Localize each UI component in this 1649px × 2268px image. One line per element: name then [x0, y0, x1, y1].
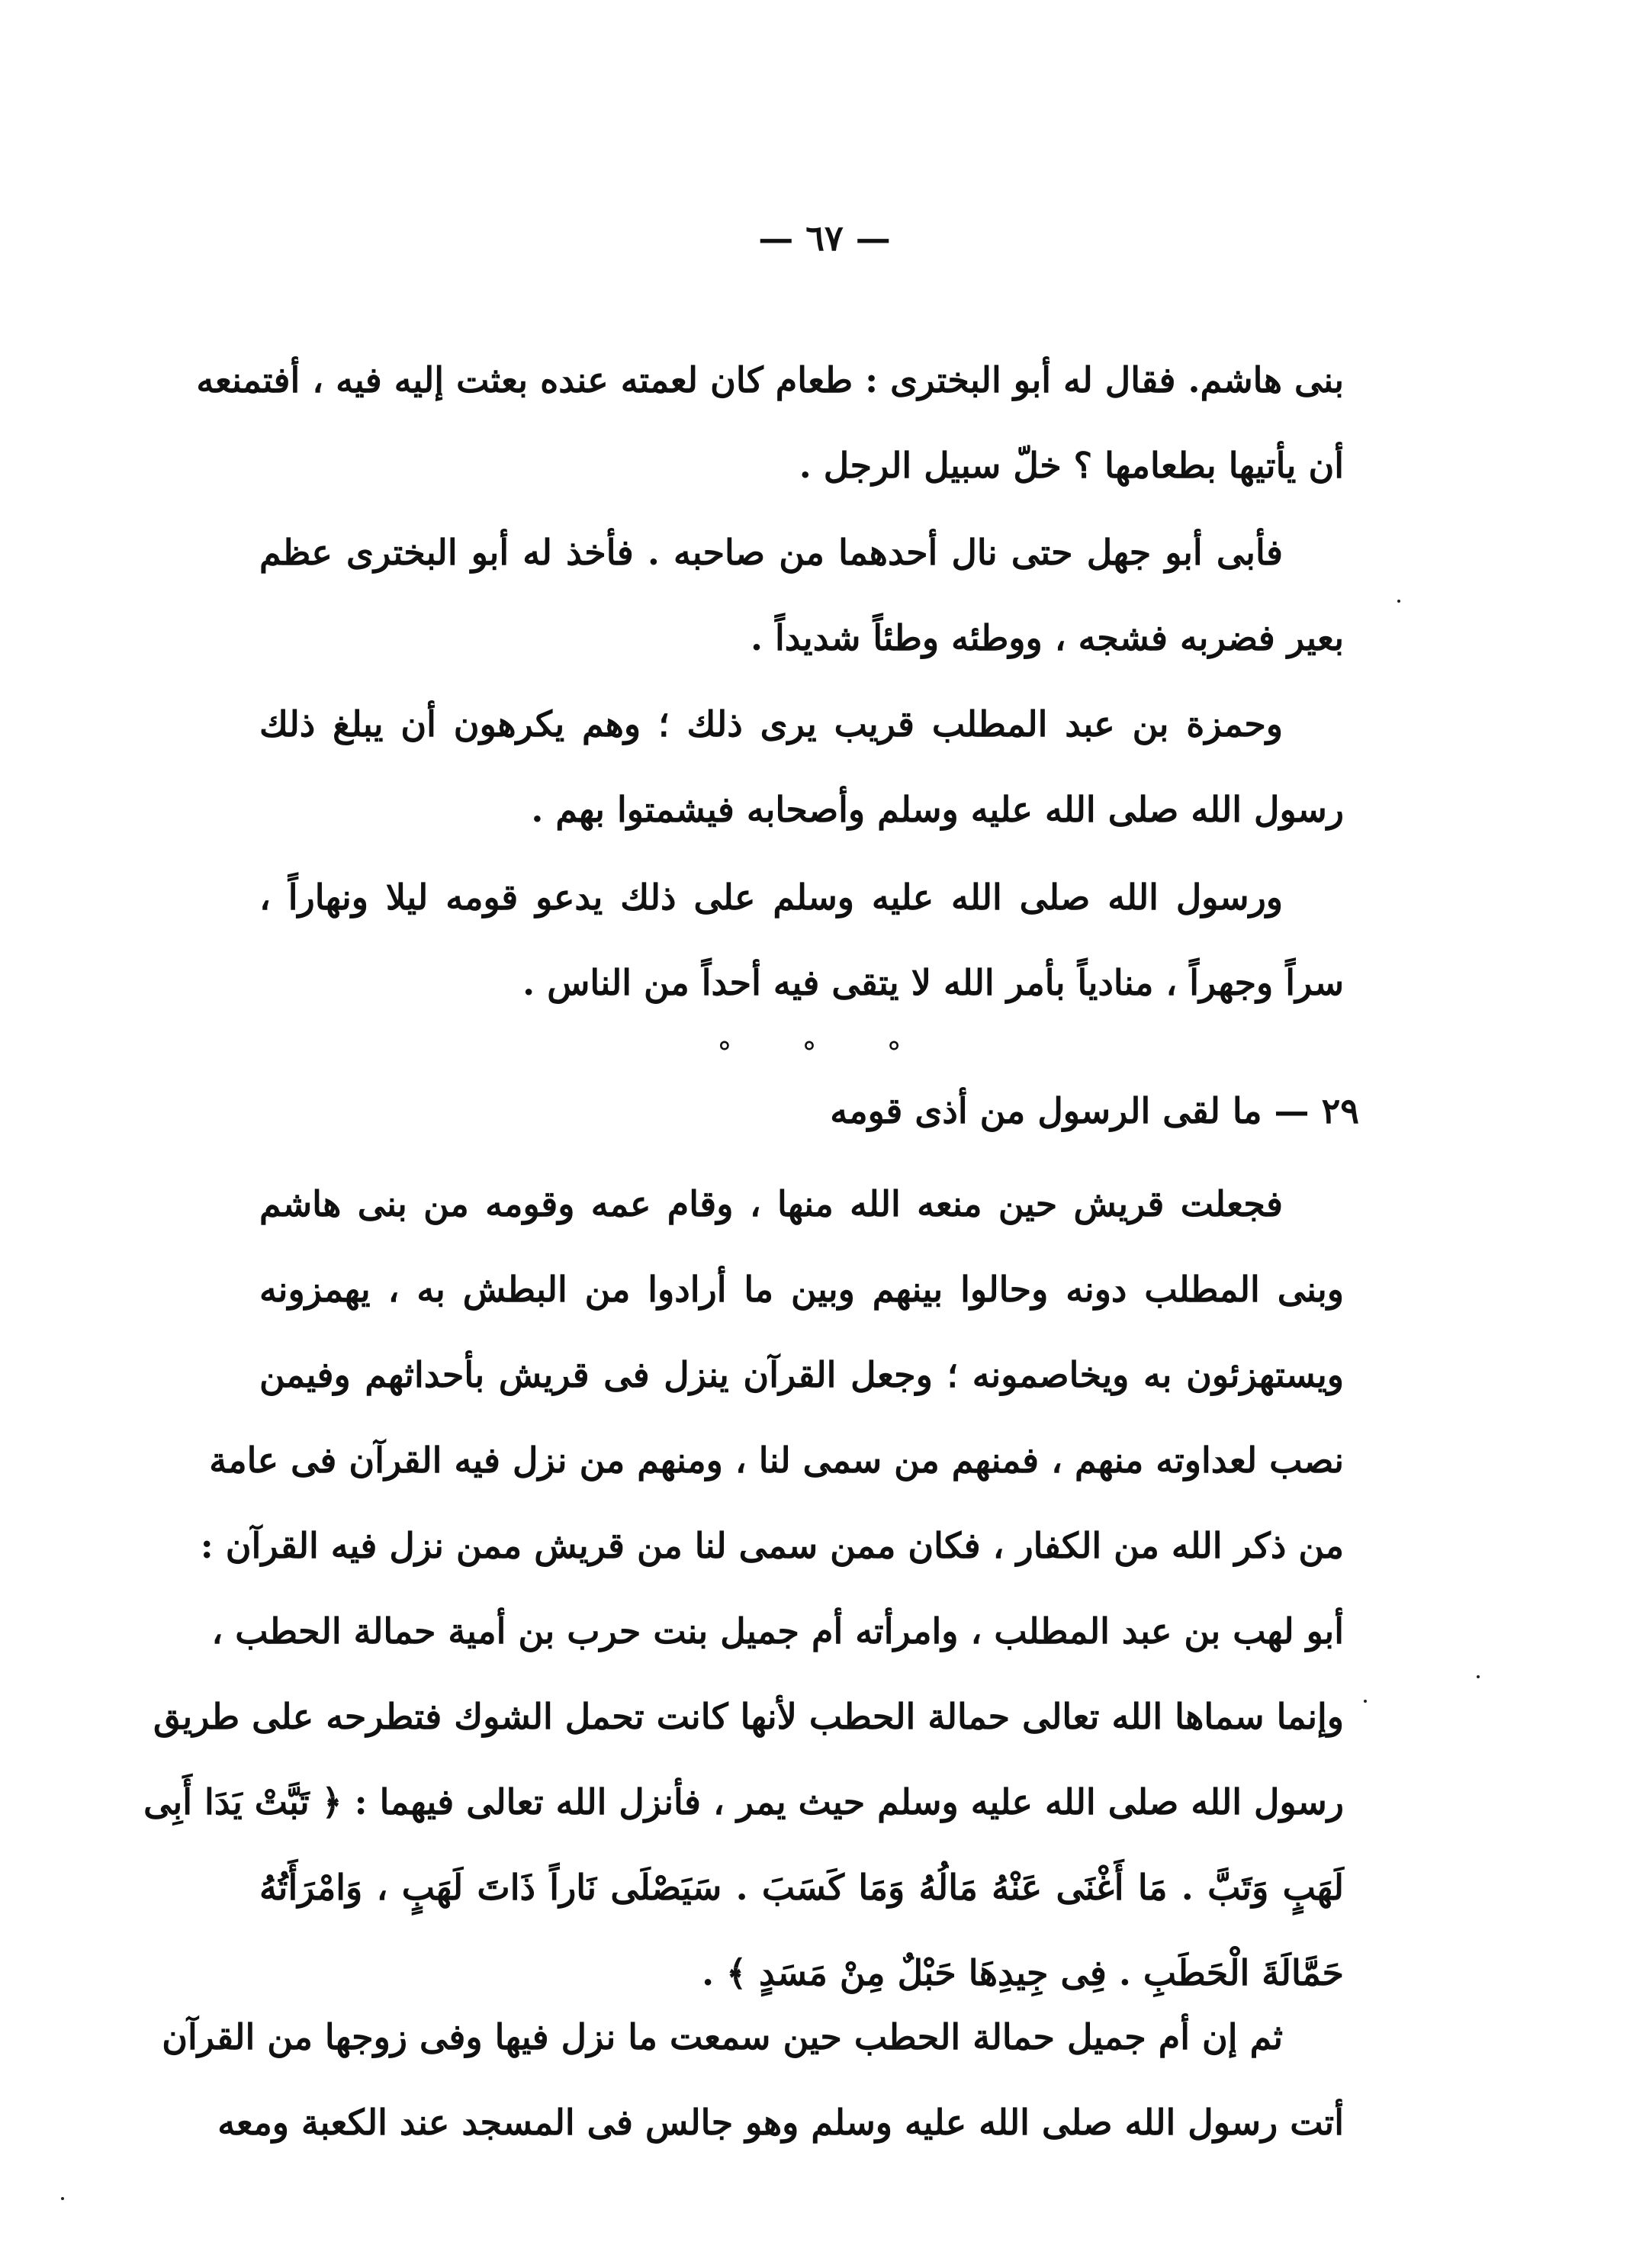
text-line: حَمَّالَةَ الْحَطَبِ . فِى جِيدِهَا حَبْلٌ مِنْ مَسَدٍ ﴾ .: [702, 1952, 1344, 1993]
text-line: فأبى أبو جهل حتى نال أحدهما من صاحبه . فأخذ له أبو البخترى عظم: [259, 532, 1283, 573]
scan-speck: [1364, 1700, 1367, 1703]
text-line: ورسول الله صلى الله عليه وسلم على ذلك يدعو قومه ليلا ونهاراً ،: [259, 877, 1283, 918]
text-line: رسول الله صلى الله عليه وسلم وأصحابه فيشمتوا بهم .: [531, 789, 1344, 830]
scan-speck: [1397, 600, 1400, 603]
text-line: نصب لعداوته منهم ، فمنهم من سمى لنا ، ومنهم من نزل فيه القرآن فى عامة: [209, 1440, 1344, 1481]
paragraph-6: [143, 1161, 1344, 2015]
page-number: — ٦٧ —: [758, 217, 891, 259]
paragraph-3: [259, 681, 1344, 852]
text-line: بعير فضربه فشجه ، ووطئه وطئاً شديداً .: [750, 617, 1344, 658]
text-line: وبنى المطلب دونه وحالوا بينهم وبين ما أرادوا من البطش به ، يهمزونه: [259, 1269, 1344, 1310]
paragraph-4: [259, 854, 1344, 1025]
text-line: فجعلت قريش حين منعه الله منها ، وقام عمه وقومه من بنى هاشم: [259, 1183, 1283, 1224]
paragraph-1: [196, 337, 1344, 508]
scan-speck: [1477, 1675, 1480, 1678]
text-line: لَهَبٍ وَتَبَّ . مَا أَغْنَى عَنْهُ مَالُهُ وَمَا كَسَبَ . سَيَصْلَى نَاراً ذَاتَ لَهَبٍ ، وَامْرَأَتُهُ: [259, 1867, 1344, 1908]
text-line: رسول الله صلى الله عليه وسلم حيث يمر ، فأنزل الله تعالى فيهما : ﴿ تَبَّتْ يَدَا أَبِى: [143, 1781, 1344, 1822]
scan-speck: [61, 2197, 64, 2200]
paragraph-2: [259, 510, 1344, 680]
paragraph-7: [162, 1994, 1344, 2165]
text-line: وحمزة بن عبد المطلب قريب يرى ذلك ؛ وهم يكرهون أن يبلغ ذلك: [259, 703, 1283, 745]
text-line: سراً وجهراً ، منادياً بأمر الله لا يتقى فيه أحداً من الناس .: [522, 962, 1344, 1003]
text-line: وإنما سماها الله تعالى حمالة الحطب لأنها كانت تحمل الشوك فتطرحه على طريق: [153, 1696, 1344, 1737]
text-line: أتت رسول الله صلى الله عليه وسلم وهو جالس فى المسجد عند الكعبة ومعه: [217, 2102, 1344, 2143]
text-line: بنى هاشم. فقال له أبو البخترى : طعام كان لعمته عنده بعثت إليه فيه ، أفتمنعه: [196, 359, 1344, 401]
text-line: ويستهزئون به ويخاصمونه ؛ وجعل القرآن ينزل فى قريش بأحداثهم وفيمن: [259, 1354, 1344, 1395]
text-line: ثم إن أم جميل حمالة الحطب حين سمعت ما نزل فيها وفى زوجها من القرآن: [162, 2016, 1283, 2057]
section-heading: ٢٩ — ما لقى الرسول من أذى قومه: [830, 1090, 1359, 1131]
text-line: من ذكر الله من الكفار ، فكان ممن سمى لنا من قريش ممن نزل فيه القرآن :: [200, 1525, 1344, 1566]
text-line: أن يأتيها بطعامها ؟ خلّ سبيل الرجل .: [799, 445, 1344, 486]
text-line: أبو لهب بن عبد المطلب ، وامرأته أم جميل بنت حرب بن أمية حمالة الحطب ،: [211, 1610, 1344, 1652]
section-separator: ° ° °: [717, 1036, 932, 1070]
